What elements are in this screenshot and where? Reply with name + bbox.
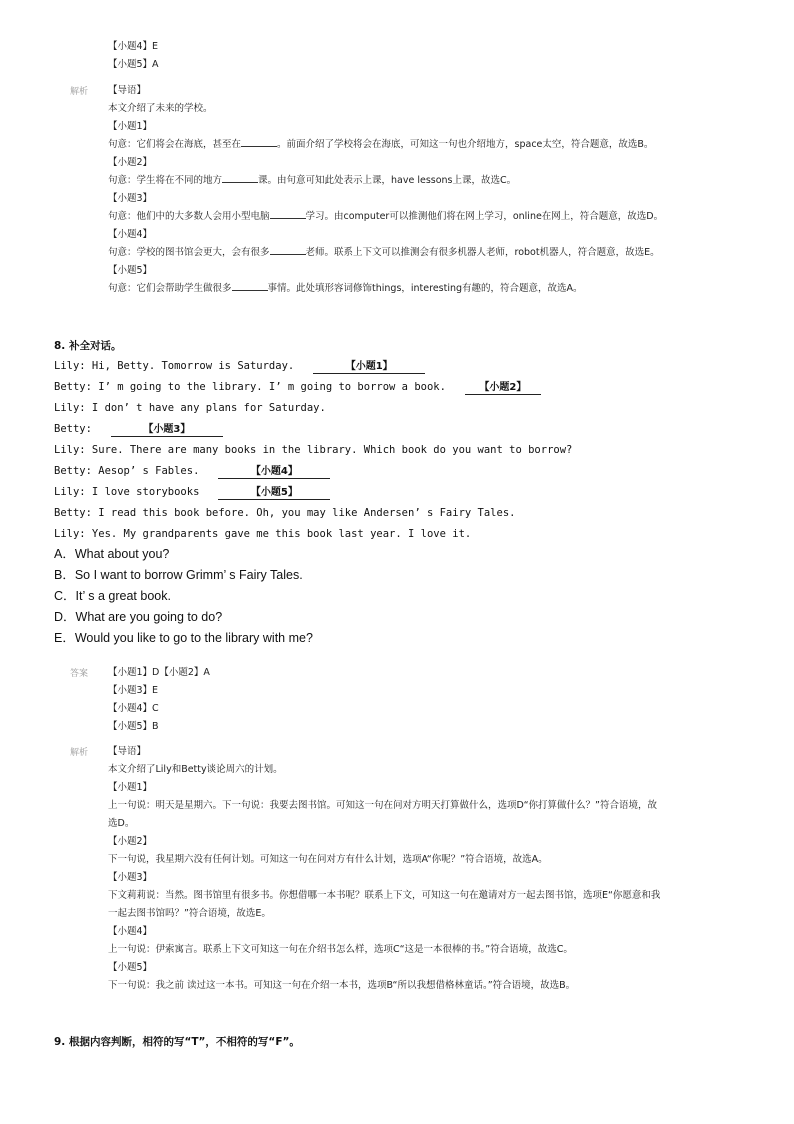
option-item: A．What about you?: [54, 547, 170, 561]
blank-tag: 【小题4】: [250, 466, 298, 477]
analysis-line: 下一句说：我之前 读过这一本书。可知这一句在介绍一本书，选项B“所以我想借格林童话。”符合语境，故选B。: [108, 980, 576, 991]
analysis-line: 本文介绍了Lily和Betty谈论周六的计划。: [108, 764, 283, 775]
analysis-text-pre: 句意：它们会帮助学生做很多: [108, 283, 232, 294]
q8-answers: [108, 664, 210, 736]
analysis-line: 【小题2】: [108, 836, 153, 847]
analysis-text-pre: 句意：学校的图书馆会更大，会有很多: [108, 247, 270, 258]
q7-analysis-line: [108, 172, 663, 190]
answer-line: 【小题4】C: [108, 703, 159, 714]
q7-analysis-line: [108, 136, 663, 154]
q7-analysis-line: 本文介绍了未来的学校。: [108, 103, 213, 114]
analysis-text-post: 老师。联系上下文可以推测会有很多机器人老师，robot机器人，符合题意，故选E。: [305, 247, 660, 258]
option-item: D．What are you going to do?: [54, 610, 223, 624]
answer-line: 【小题5】B: [108, 721, 159, 732]
q7-analysis-label: 解析: [70, 87, 89, 97]
analysis-line: 上一句说：伊索寓言。联系上下文可知这一句在介绍书怎么样，选项C“这是一本很棒的书。”符合语境，故选C。: [108, 944, 573, 955]
blank-tag: 【小题3】: [143, 424, 191, 435]
dialogue-line: [54, 419, 572, 440]
dialogue-line: [54, 461, 572, 482]
q7-analysis-line: 【导语】: [108, 85, 147, 96]
blank-tag: 【小题5】: [250, 487, 298, 498]
q8-options: [54, 544, 313, 649]
analysis-line: 一起去图书馆吗？”符合语境，故选E。: [108, 908, 271, 919]
analysis-text-pre: 句意：学生将在不同的地方: [108, 175, 223, 186]
analysis-text-post: 课。由句意可知此处表示上课，have lessons上课，故选C。: [258, 175, 517, 186]
analysis-line: 【小题3】: [108, 872, 153, 883]
blank-line: [241, 136, 277, 147]
dialogue-text: Lily: Hi, Betty. Tomorrow is Saturday.: [54, 360, 295, 372]
q7-analysis-line: 【小题2】: [108, 157, 153, 168]
option-item: C．It’ s a great book.: [54, 589, 171, 603]
analysis-text-post: 。前面介绍了学校将会在海底，可知这一句也介绍地方，space太空，符合题意，故选B。: [277, 139, 654, 150]
dialogue-text: Betty: I read this book before. Oh, you may like Andersen’ s Fairy Tales.: [54, 507, 516, 519]
q7-analysis-line: 【小题5】: [108, 265, 153, 276]
q9-title: 9. 根据内容判断，相符的写“T”，不相符的写“F”。: [54, 1036, 300, 1048]
analysis-line: 【小题4】: [108, 926, 153, 937]
q7-answer-4: 【小题4】E: [108, 41, 159, 52]
q7-analysis-line: [108, 280, 663, 298]
dialogue-line: [54, 356, 572, 377]
analysis-line: 选D。: [108, 818, 135, 829]
answer-blank[interactable]: [111, 423, 223, 437]
dialogue-text: Lily: I love storybooks: [54, 486, 200, 498]
dialogue-line: [54, 398, 572, 419]
analysis-line: 【导语】: [108, 746, 147, 757]
q7-analysis-line: 【小题3】: [108, 193, 153, 204]
answer-line: 【小题1】D【小题2】A: [108, 667, 210, 678]
q7-answer-5: 【小题5】A: [108, 59, 159, 70]
option-item: E．Would you like to go to the library with me?: [54, 631, 313, 645]
dialogue-line: [54, 377, 572, 398]
q7-analysis-line: 【小题4】: [108, 229, 153, 240]
dialogue-text: Betty: Aesop’ s Fables.: [54, 465, 200, 477]
dialogue-text: Lily: Yes. My grandparents gave me this book last year. I love it.: [54, 528, 472, 540]
analysis-text-post: 事情。此处填形容词修饰things，interesting有趣的，符合题意，故选A。: [267, 283, 583, 294]
dialogue-text: Lily: I don’ t have any plans for Saturday.: [54, 402, 326, 414]
answer-line: 【小题3】E: [108, 685, 159, 696]
answer-blank[interactable]: [313, 360, 425, 374]
answer-blank[interactable]: [218, 465, 330, 479]
analysis-line: 【小题5】: [108, 962, 153, 973]
blank-line: [270, 244, 306, 255]
dialogue-line: [54, 524, 572, 545]
dialogue-line: [54, 482, 572, 503]
q7-analysis-line: [108, 244, 663, 262]
blank-line: [232, 280, 268, 291]
analysis-line: 下一句说，我星期六没有任何计划。可知这一句在问对方有什么计划，选项A“你呢？”符合语境，故选A。: [108, 854, 548, 865]
analysis-text-pre: 句意：它们将会在海底，甚至在: [108, 139, 242, 150]
analysis-line: 上一句说：明天是星期六。下一句说：我要去图书馆。可知这一句在问对方明天打算做什么，选项D“你打算做什么？”符合语境，故: [108, 800, 657, 811]
dialogue-text: Betty:: [54, 423, 92, 435]
blank-line: [270, 208, 306, 219]
q7-analysis-line: [108, 208, 663, 226]
dialogue-line: [54, 440, 572, 461]
answer-blank[interactable]: [465, 381, 541, 395]
q7-analysis: [108, 82, 663, 298]
q8-dialogue: [54, 356, 572, 545]
dialogue-text: Lily: Sure. There are many books in the library. Which book do you want to borrow?: [54, 444, 573, 456]
analysis-line: 下文莉莉说：当然。图书馆里有很多书。你想借哪一本书呢？联系上下文，可知这一句在邀请对方一起去图书馆，选项E“你愿意和我: [108, 890, 661, 901]
analysis-line: 【小题1】: [108, 782, 153, 793]
blank-tag: 【小题2】: [479, 382, 527, 393]
answer-blank[interactable]: [218, 486, 330, 500]
q8-answer-label: 答案: [70, 669, 89, 679]
q7-analysis-line: 【小题1】: [108, 121, 153, 132]
q8-title: 8. 补全对话。: [54, 340, 122, 352]
analysis-text-post: 学习。由computer可以推测他们将在网上学习，online在网上，符合题意，故选D。: [305, 211, 664, 222]
analysis-text-pre: 句意：他们中的大多数人会用小型电脑: [108, 211, 270, 222]
option-item: B．So I want to borrow Grimm’ s Fairy Tales.: [54, 568, 303, 582]
dialogue-line: [54, 503, 572, 524]
blank-tag: 【小题1】: [345, 361, 393, 372]
blank-line: [222, 172, 258, 183]
q8-analysis: [108, 743, 660, 995]
q8-analysis-label: 解析: [70, 748, 89, 758]
dialogue-text: Betty: I’ m going to the library. I’ m going to borrow a book.: [54, 381, 446, 393]
